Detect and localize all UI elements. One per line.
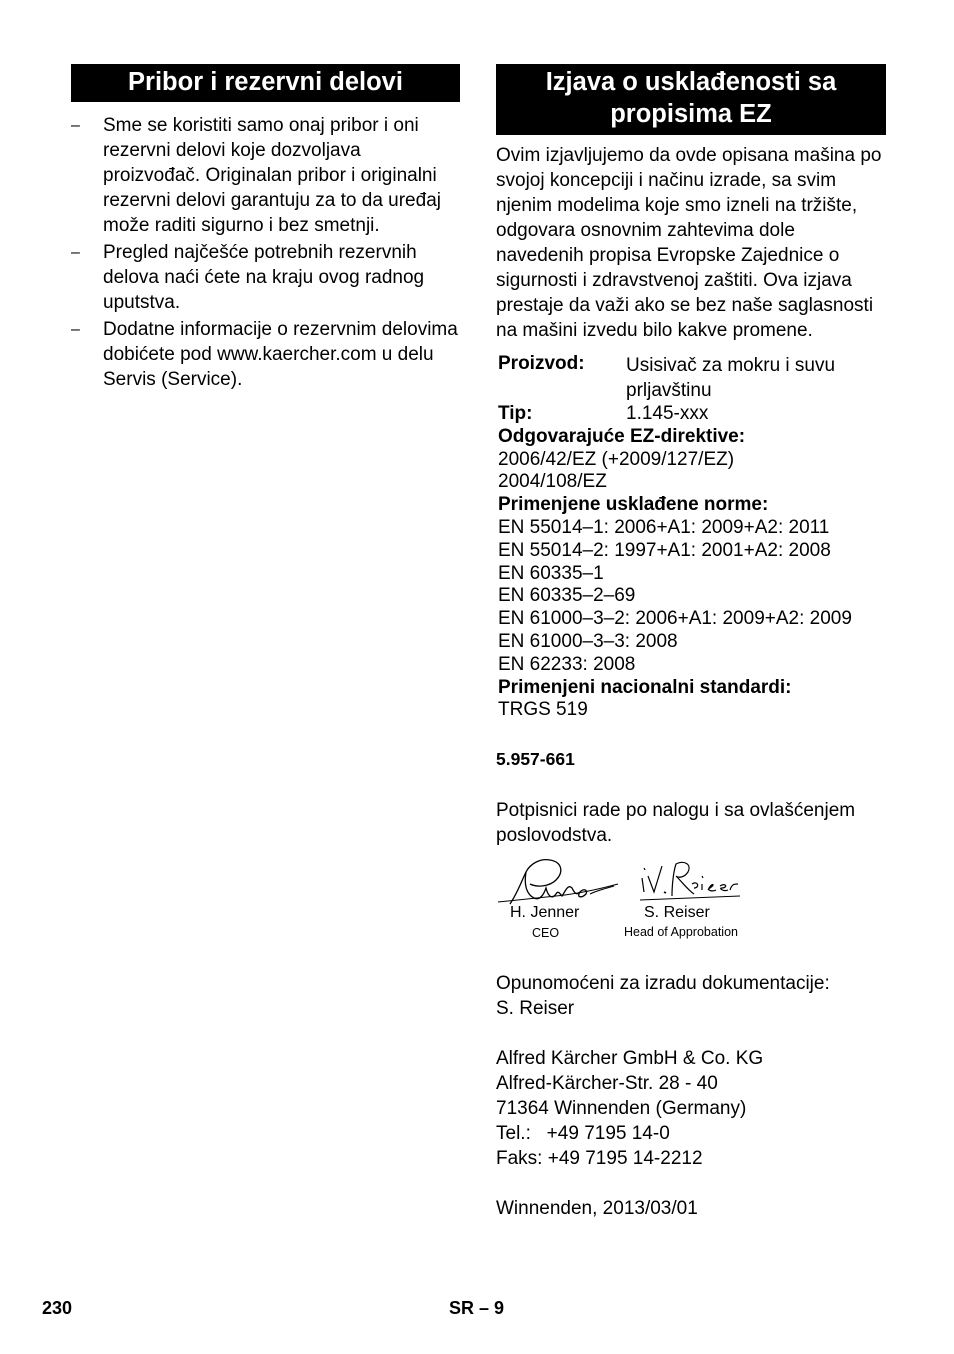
signature-reiser xyxy=(624,854,764,950)
norm-item: EN 60335–1 xyxy=(498,562,604,584)
authorized-name: S. Reiser xyxy=(496,998,575,1020)
declaration-intro: Ovim izjavljujemo da ovde opisana mašina po svojoj koncepciji i načinu izrade, sa svim njenim modelima koje smo izneli na tržište, odgovara osnovnim zahtevima dole navedenih propisa Evropske Zajednice o sigurnosti i zdravstvenoj zaštiti. Ova izjava prestaje da važi ako se bez naše saglasnosti na mašini izvedu bilo kakve promene. xyxy=(496,145,882,341)
signatories-text: Potpisnici rade po nalogu i sa ovlašćenjem poslovodstva. xyxy=(496,800,856,847)
company-fax: Faks: +49 7195 14-2212 xyxy=(496,1148,703,1170)
conformity-heading xyxy=(496,64,886,135)
signer2-role: Head of Approbation xyxy=(624,925,738,940)
norm-item: EN 61000–3–3: 2008 xyxy=(498,630,678,652)
list-item xyxy=(71,240,460,315)
product-label: Proizvod: xyxy=(498,353,585,374)
bullet-dash: – xyxy=(71,117,80,134)
product-row xyxy=(498,353,886,403)
list-item xyxy=(71,317,460,392)
signer1-name: H. Jenner xyxy=(510,904,580,922)
norm-item: EN 61000–3–2: 2006+A1: 2009+A2: 2009 xyxy=(498,608,852,630)
specification-block xyxy=(496,353,886,722)
page-number: 230 xyxy=(42,1298,73,1318)
type-value: 1.145-xxx xyxy=(626,403,709,424)
type-row xyxy=(498,403,886,426)
norm-item: EN 60335–2–69 xyxy=(498,585,636,607)
signatures-block xyxy=(496,854,886,950)
norm-item: EN 55014–2: 1997+A1: 2001+A2: 2008 xyxy=(498,539,831,561)
accessories-section xyxy=(71,64,460,394)
section-label: SR – 9 xyxy=(449,1298,505,1318)
company-city: 71364 Winnenden (Germany) xyxy=(496,1098,747,1120)
accessories-heading: Pribor i rezervni delovi xyxy=(71,64,460,102)
norms-label: Primenjene usklađene norme: xyxy=(498,494,769,516)
authorized-label: Opunomoćeni za izradu dokumentacije: xyxy=(496,973,830,995)
signer2-name: S. Reiser xyxy=(644,904,710,922)
norm-item: EN 55014–1: 2006+A1: 2009+A2: 2011 xyxy=(498,516,830,538)
signature-jenner xyxy=(496,854,621,950)
conformity-heading-line1: Izjava o usklađenosti sa xyxy=(545,68,837,96)
company-street: Alfred-Kärcher-Str. 28 - 40 xyxy=(496,1073,718,1095)
signer1-role: CEO xyxy=(532,926,560,941)
directive-item: 2004/108/EZ xyxy=(498,471,607,493)
national-standard-item: TRGS 519 xyxy=(498,699,588,721)
handwritten-signature-icon xyxy=(636,856,746,908)
norm-item: EN 62233: 2008 xyxy=(498,653,636,675)
list-item-text: Sme se koristiti samo onaj pribor i oni rezervni delovi koje dozvoljava proizvođač. Originalan pribor i originalni rezervni delovi garantuju za to da uređaj može raditi sigurno i bez smetnji. xyxy=(103,115,441,236)
national-standards-label: Primenjeni nacionalni standardi: xyxy=(498,676,792,698)
conformity-heading-line2: propisima EZ xyxy=(610,100,772,128)
product-value: Usisivač za mokru i suvu prljavštinu xyxy=(626,355,836,401)
type-label: Tip: xyxy=(498,403,533,424)
directive-item: 2006/42/EZ (+2009/127/EZ) xyxy=(498,448,735,470)
conformity-section xyxy=(496,64,886,1221)
list-item xyxy=(71,113,460,238)
document-code: 5.957-661 xyxy=(496,749,575,770)
accessories-list xyxy=(71,113,460,392)
list-item-text: Dodatne informacije o rezervnim delovima dobićete pod www.kaercher.com u delu Servis (Service). xyxy=(103,319,458,390)
company-phone: Tel.: +49 7195 14-0 xyxy=(496,1123,670,1145)
bullet-dash: – xyxy=(71,244,80,261)
place-date: Winnenden, 2013/03/01 xyxy=(496,1198,698,1220)
directives-label: Odgovarajuće EZ-direktive: xyxy=(498,425,746,447)
company-name: Alfred Kärcher GmbH & Co. KG xyxy=(496,1048,764,1070)
bullet-dash: – xyxy=(71,321,80,338)
list-item-text: Pregled najčešće potrebnih rezervnih delova naći ćete na kraju ovog radnog uputstva. xyxy=(103,242,425,313)
